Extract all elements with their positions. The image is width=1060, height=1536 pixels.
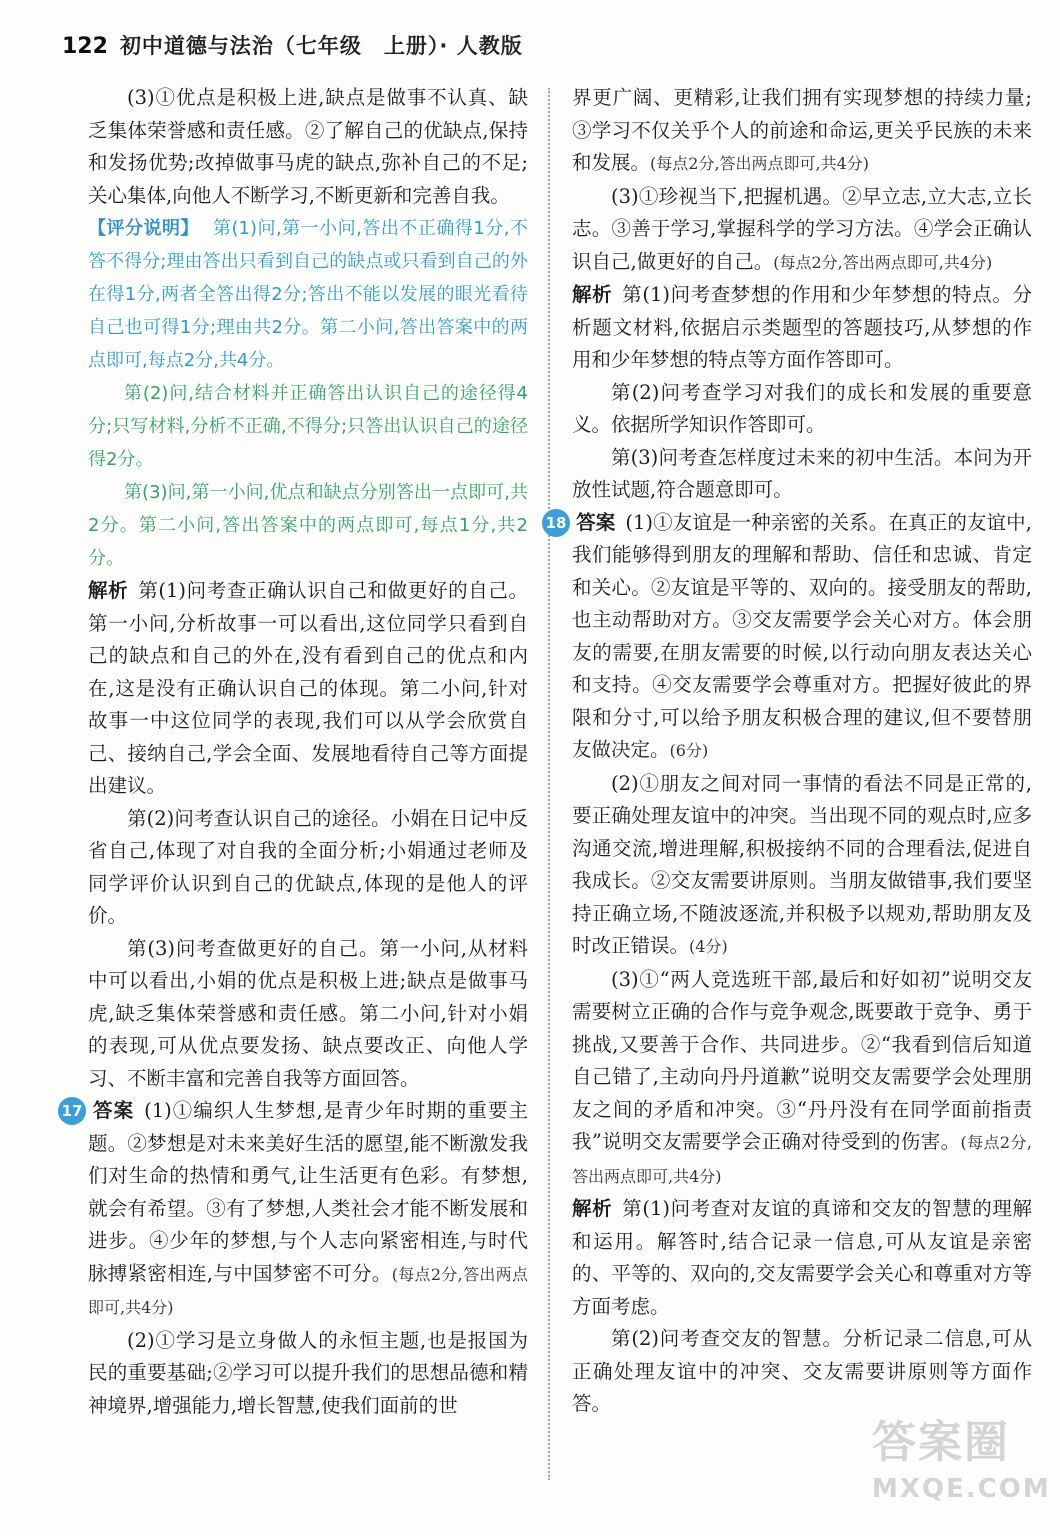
q18-answer-3 [572, 964, 1032, 1194]
page-number: 122 [62, 34, 108, 59]
q18-answer-1 [545, 507, 1032, 768]
q17-answer-1 [61, 1095, 528, 1325]
q18-analysis-2: 第(2)问考查交友的智慧。分析记录二信息,可从正确处理友谊中的冲突、交友需要讲原则等方面作答。 [572, 1327, 1032, 1415]
left-column [61, 82, 528, 1422]
q17-answer-2-cont-text: 界更广阔、更精彩,让我们拥有实现梦想的持续力量;③学习不仅关乎个人的前途和命运,更关乎民族的未来和发展。 [572, 86, 1032, 174]
scoring-note-1-text: 第(1)问,第一小问,答出不正确得1分,不答不得分;理由答出只看到自己的缺点或只看到自己的外在得1分,两者全答出得2分;答出不能以发展的眼光看待自己也可得1分;理由共2分。 [88, 218, 528, 338]
analysis-tag: 解析 [572, 1197, 613, 1220]
score-note: (每点2分,答出两点即可,共4分) [650, 154, 870, 173]
score-note: (6分) [669, 741, 709, 760]
q17-answer-1-text: (1)①编织人生梦想,是青少年时期的重要主题。②梦想是对未来美好生活的愿望,能不断激发我们对生命的热情和勇气,让生活更有色彩。有梦想,就会有希望。③有了梦想,人类社会才能不断发展和进步。④少年的梦想,与个人志向紧密相连,与时代脉搏紧密相连,与中国梦密不可分。 [88, 1099, 528, 1285]
q17-analysis-1 [572, 279, 1032, 377]
watermark-bottom: MXQE.COM [872, 1474, 1051, 1504]
q18-answer-1-text: (1)①友谊是一种亲密的关系。在真正的友谊中,我们能够得到朋友的理解和帮助、信任和忠诚、肯定和关心。②友谊是平等的、双向的。接受朋友的帮助,也主动帮助对方。③交友需要学会关心对方。体会朋友的需要,在朋友需要的时候,以行动向朋友表达关心和支持。④交友需要学会尊重对方。把握好彼此的界限和分寸,可以给予朋友积极合理的建议,但不要替朋友做决定。 [572, 510, 1032, 761]
q17-analysis-2: 第(2)问考查学习对我们的成长和发展的重要意义。依据所学知识作答即可。 [572, 380, 1032, 436]
q17-answer-3-text: (3)①珍视当下,把握机遇。②早立志,立大志,立长志。③善于学习,掌握科学的学习方法。④学会正确认识自己,做更好的自己。 [572, 184, 1032, 273]
q18-analysis-1-text: 第(1)问考查对友谊的真谛和交友的智慧的理解和运用。解答时,结合记录一信息,可从友谊是亲密的、平等的、双向的,交友需要学会关心和尊重对方等方面考虑。 [572, 1197, 1032, 1318]
q18-analysis-1 [572, 1193, 1032, 1323]
column-divider [548, 88, 550, 1480]
score-note: (每点2分,答出两点即可,共4分) [572, 1133, 1032, 1186]
scoring-note-3b-text: 第二小问,答出答案中的两点即可,每点1分,共2分。 [88, 515, 528, 569]
q16-analysis-2: 第(2)问考查认识自己的途径。小娟在日记中反省自己,体现了对自我的全面分析;小娟通过老师及同学评价认识到自己的优缺点,体现的是他人的评价。 [88, 806, 528, 927]
q17-answer-3 [572, 181, 1032, 280]
q18-answer-2-text: (2)①朋友之间对同一事情的看法不同是正常的,要正确处理友谊中的冲突。当出现不同的观点时,应多沟通交流,增进理解,积极接纳不同的合理看法,促进自我成长。②交友需要讲原则。当朋友做错事,我们要坚持正确立场,不随波逐流,并积极予以规劝,帮助朋友及时改正错误。 [572, 771, 1032, 957]
q17-answer-2-cont [572, 82, 1032, 181]
question-number-badge: 18 [542, 509, 570, 537]
q16-analysis-1 [88, 575, 528, 803]
book-title: 初中道德与法治（七年级 上册）· 人教版 [119, 34, 523, 58]
page-header [62, 30, 523, 70]
q18-answer-3-text: (3)①“两人竞选班干部,最后和好如初”说明交友需要树立正确的合作与竞争观念,既要敢于竞争、勇于挑战,又要善于合作、共同进步。②“我看到信后知道自己错了,主动向丹丹道歉”说明交友需要学会处理朋友之间的矛盾和冲突。③“丹丹没有在同学面前指责我”说明交友需要学会正确对待受到的伤害。 [572, 967, 1032, 1153]
q16-answer-3: (3)①优点是积极上进,缺点是做事不认真、缺乏集体荣誉感和责任感。②了解自己的优缺点,保持和发扬优势;改掉做事马虎的缺点,弥补自己的不足;关心集体,向他人不断学习,不断更新和完善自我。 [88, 86, 528, 207]
analysis-tag: 解析 [572, 283, 613, 306]
right-column [545, 82, 1032, 1421]
q16-analysis-3: 第(3)问考查做更好的自己。第一小问,从材料中可以看出,小娟的优点是积极上进;缺点是做事马虎,缺乏集体荣誉感和责任感。第二小问,针对小娟的表现,可从优点要发扬、缺点要改正、向他人学习、不断丰富和完善自我等方面回答。 [88, 936, 528, 1090]
scoring-note-3 [88, 476, 528, 575]
answer-tag: 答案 [576, 510, 616, 534]
score-note: (每点2分,答出两点即可,共4分) [773, 252, 993, 272]
q16-analysis-1-text: 第(1)问考查正确认识自己和做更好的自己。第一小问,分析故事一可以看出,这位同学只看到自己的缺点和自己的外在,没有看到自己的优点和内在,这是没有正确认识自己的体现。第二小问,针对故事一中这位同学的表现,我们可以从学会欣赏自己、接纳自己,学会全面、发展地看待自己等方面提出建议。 [88, 579, 528, 797]
q18-answer-2 [572, 768, 1032, 964]
watermark-logo [872, 1406, 1051, 1516]
scoring-note-1b-text: 第二小问,答出答案中的两点即可,每点2分,共4分。 [88, 317, 528, 371]
scoring-note-tag: 【评分说明】 [88, 218, 199, 239]
question-number-badge: 17 [58, 1097, 86, 1125]
q17-analysis-1-text: 第(1)问考查梦想的作用和少年梦想的特点。分析题文材料,依据启示类题型的答题技巧,从梦想的作用和少年梦想的特点等方面作答即可。 [572, 283, 1032, 371]
score-note: (4分) [689, 937, 728, 956]
scoring-note-2: 第(2)问,结合材料并正确答出认识自己的途径得4分;只写材料,分析不正确,不得分;只答出认识自己的途径得2分。 [88, 383, 528, 470]
q17-answer-2: (2)①学习是立身做人的永恒主题,也是报国为民的重要基础;②学习可以提升我们的思想品德和精神境界,增强能力,增长智慧,使我们面前的世 [88, 1328, 528, 1417]
scoring-note-3-text: 第(3)问,第一小问,优点和缺点分别答出一点即可,共2分。 [88, 482, 528, 536]
scoring-note-1 [88, 212, 528, 377]
q17-analysis-3: 第(3)问考查怎样度过未来的初中生活。本问为开放性试题,符合题意即可。 [572, 445, 1032, 501]
watermark-top: 答案圈 [872, 1417, 1010, 1468]
answer-tag: 答案 [92, 1099, 135, 1122]
analysis-tag: 解析 [88, 579, 129, 602]
score-note: (每点2分,答出两点即可,共4分) [88, 1264, 528, 1317]
